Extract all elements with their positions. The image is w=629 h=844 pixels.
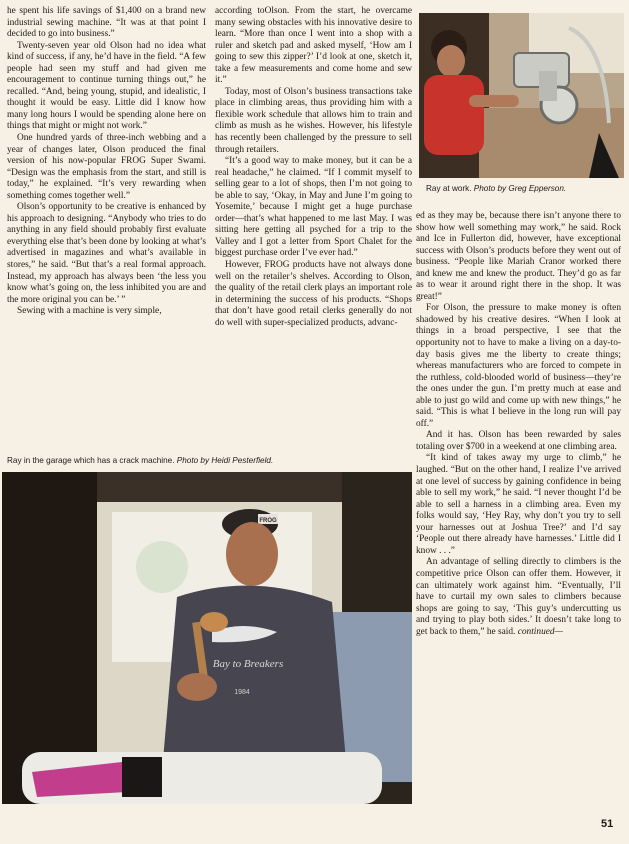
paragraph: For Olson, the pressure to make money is often shadowed by his creative desires. “When I look at things in a broad perspective, I see that the opportunity not to have to make a living on a day-to-day basis gives me the liberty to create things; whereas manufacturers who are forced to compete in the ruthless, cold-blooded world of business—they’re the ones under the gun. I’m pretty much at ease and able to just go wild and come up with new things,” he said. “This is what I believe in the long run will pay off.” (416, 303, 621, 429)
paragraph: Sewing with a machine is very simple, (17, 306, 162, 317)
article-column-2 (215, 6, 412, 447)
photo-ray-at-work-illustration (419, 13, 624, 178)
article-column-1 (7, 6, 206, 447)
page-number: 51 (601, 818, 614, 830)
paragraph: ed as they may be, because there isn’t anyone there to show how well something may work,” he said. Rock and Ice in Fullerton did, however, have exceptional success with Olson’s products before they went out of business. “People like Mariah Cranor worked there and knew me and knew the product. They’d go as far as to wear it around right there in the shop. It was great!” (416, 211, 621, 302)
caption-text: Ray in the garage which has a crack machine. (7, 456, 175, 465)
paragraph: Twenty-seven year old Olson had no idea what kind of success, if any, he’d have in the field. “A few people had seen my stuff and had given me encouragement to continue turning things out,” he recalled. “And, being young, stupid, and idealistic, I thought it would be easy. Little did I know how many long hours I would be spending alone here on things that might or might not work.” (7, 40, 206, 132)
shirt-year: 1984 (234, 689, 250, 696)
paragraph (416, 557, 621, 638)
paragraph: Olson’s opportunity to be creative is enhanced by his approach to designing. “Anybody who tries to do anything in any field should probably first evaluate everything else that’s been done by looking at what’s advertised in magazines and what’s available in stores,” he said. “But that’s a real formal approach. Instead, my approach has always been ‘the less you know what’s going on, the less inhibited you are and the more original you can be.’ ” (7, 202, 206, 305)
caption-text: Ray at work. (426, 184, 472, 193)
paragraph: “It’s a good way to make money, but it can be a real headache,” he claimed. “If I commit myself to selling gear to a lot of shops, then I’m not going to be able to say, ‘Okay, in May and June I’m going to Yosemite,’ because I might get a huge purchase order—that’s what happened to me last May. I was sitting here getting all psyched for a trip to the Valley and I got a letter from Sport Chalet for the biggest purchase order I’ve ever had.” (215, 156, 412, 259)
photo-ray-in-garage (2, 472, 412, 804)
paragraph: And it has. Olson has been rewarded by sales totaling over $700 in a weekend at one climbing area. (416, 430, 621, 452)
photo-ray-at-work (419, 13, 624, 178)
article-column-3 (416, 211, 621, 812)
paragraph: he spent his life savings of $1,400 on a brand new industrial sewing machine. “It was at that point I decided to go into business.” (7, 6, 206, 40)
paragraph: “It kind of takes away my urge to climb,” he laughed. “But on the other hand, I realize I’ve arrived at one level of success by gaining confidence in being able to sell my work,” he said. “I never thought I’d be able to sell a harness in a climbing area. Even my folks would say, ‘Hey Ray, why don’t you try to sell your harnesses out at Joshua Tree?’ and I’d say ‘People out there already have harnesses.’ Little did I know . . .” (416, 453, 621, 556)
photo-credit: Photo by Heidi Pesterfield. (176, 456, 274, 465)
photo-ray-in-garage-illustration (2, 472, 412, 804)
continued-marker: continued— (517, 626, 563, 637)
photo-credit: Photo by Greg Epperson. (473, 184, 567, 193)
cap-logo-text: FROG (259, 518, 277, 524)
photo-caption-top (426, 184, 566, 194)
paragraph-text: An advantage of selling directly to climbers is the competitive price Olson can offer them. However, it can ultimately work against him. “Eventually, I’ll have to curtail my own sales to climbers because shops are going to say, ‘This guy’s undercutting us and trying to play both sides.’ It doesn’t take long to get back to them,” he said. (416, 557, 621, 637)
paragraph: However, FROG products have not always done well on the retailer’s shelves. According to Olson, the quality of the retail clerk plays an important role in determining the success of his products. “Shops that don’t have good retail clerks generally do not do well with super-specialized products, advanc- (215, 260, 412, 328)
shirt-slogan: Bay to Breakers (212, 658, 284, 670)
photo-caption-bottom (7, 456, 273, 466)
paragraph: One hundred yards of three-inch webbing and a year of changes later, Olson produced the final version of his now-popular FROG Super Swami. “Design was the emphasis from the start, and still is today,” he explained. “It’s very rewarding when something comes together well.” (7, 133, 206, 201)
paragraph: according toOlson. From the start, he overcame many sewing obstacles with his innovative desire to learn. “More than once I went into a shop with a ruler and sketch pad and asked myself, ‘How am I going to sew this zipper?’ I’d look at one, sketch it, take a few measurements and come home and sew it.” (215, 6, 412, 86)
paragraph: Today, most of Olson’s business transactions take place in climbing areas, thus providing him with a flexible work schedule that allows him to train and climb as mush as he wishes. However, his lifestyle has recently been challenged by the pressure to sell through retailers. (215, 86, 412, 155)
